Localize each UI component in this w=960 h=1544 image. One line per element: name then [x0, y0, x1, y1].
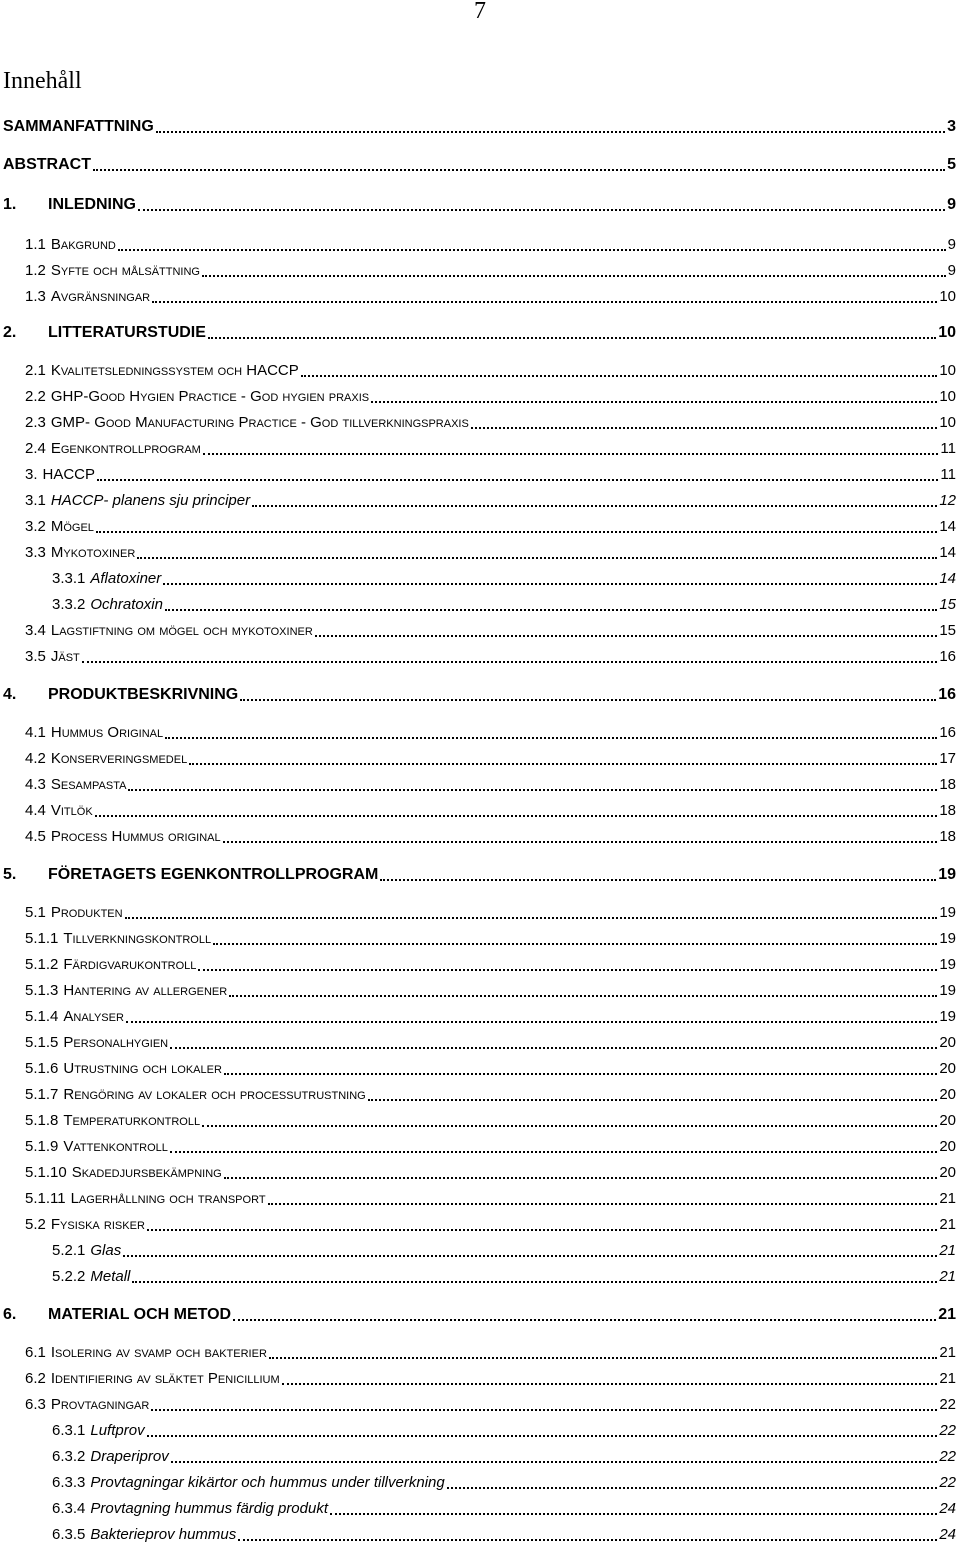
toc-entry-title: HACCP — [42, 466, 96, 483]
toc-entry[interactable] — [52, 590, 956, 614]
toc-dot-leader — [268, 1203, 938, 1205]
toc-entry-number: 2.1 — [25, 362, 46, 379]
toc-dot-leader — [471, 427, 938, 429]
toc-entry-number: 6.3.1 — [52, 1422, 86, 1439]
toc-dot-leader — [315, 635, 938, 637]
toc-entry-page: 20 — [939, 1164, 956, 1181]
toc-dot-leader — [208, 337, 936, 339]
toc-entry-number: 4.5 — [25, 828, 46, 845]
toc-entry-page: 22 — [939, 1422, 956, 1439]
toc-entry[interactable] — [25, 408, 956, 432]
toc-entry-number: 5.2.2 — [52, 1268, 86, 1285]
toc-entry-number: 5.1.6 — [25, 1060, 59, 1077]
toc-entry-number: 6.3.3 — [52, 1474, 86, 1491]
toc-entry-title: Provtagningar kikärtor och hummus under tillverkning — [90, 1474, 445, 1491]
toc-entry-number: 1.3 — [25, 288, 46, 305]
toc-entry-page: 21 — [939, 1370, 956, 1387]
toc-entry-page: 16 — [938, 686, 956, 703]
toc-entry-title: LITTERATURSTUDIE — [48, 324, 206, 341]
toc-entry-page: 22 — [939, 1396, 956, 1413]
toc-entry-number: 6.3.5 — [52, 1526, 86, 1543]
toc-dot-leader — [224, 1073, 937, 1075]
toc-dot-leader — [213, 943, 937, 945]
toc-entry-title: Analyser — [63, 1008, 124, 1025]
toc-entry-number: 5.1.4 — [25, 1008, 59, 1025]
toc-dot-leader — [380, 879, 936, 881]
toc-entry-title: Process Hummus original — [50, 828, 221, 845]
toc-entry[interactable] — [25, 1054, 956, 1078]
toc-dot-leader — [128, 789, 937, 791]
toc-entry[interactable] — [25, 256, 956, 280]
toc-entry-title: Identifiering av släktet Penicillium — [50, 1370, 280, 1387]
toc-entry[interactable] — [25, 382, 956, 406]
toc-entry-title: Utrustning och lokaler — [63, 1060, 222, 1077]
toc-dot-leader — [126, 1021, 937, 1023]
toc-entry-title: Sesampasta — [50, 776, 127, 793]
toc-entry-page: 14 — [939, 518, 956, 535]
toc-entry-title: GHP-Good Hygien Practice - God hygien praxis — [50, 388, 370, 405]
toc-entry-page: 21 — [939, 1344, 956, 1361]
toc-entry-number: 6.1 — [25, 1344, 46, 1361]
toc-entry-title: Hummus Original — [50, 724, 164, 741]
toc-dot-leader — [368, 1099, 938, 1101]
toc-entry-title: MATERIAL OCH METOD — [48, 1306, 232, 1323]
toc-entry[interactable] — [25, 616, 956, 640]
toc-entry-number: 4.1 — [25, 724, 46, 741]
toc-entry[interactable] — [3, 112, 956, 136]
toc-entry-title: Syfte och målsättning — [50, 262, 200, 279]
toc-entry[interactable] — [25, 1390, 956, 1414]
toc-entry[interactable] — [3, 150, 956, 174]
toc-entry-number: 6. — [3, 1306, 17, 1323]
toc-dot-leader — [170, 1151, 937, 1153]
toc-entry-number: 5.1.10 — [25, 1164, 67, 1181]
toc-entry-number: 2.2 — [25, 388, 46, 405]
toc-entry-number: 6.3 — [25, 1396, 46, 1413]
toc-entry[interactable] — [25, 1184, 956, 1208]
toc-entry-title: Produkten — [50, 904, 123, 921]
toc-entry[interactable] — [52, 1442, 956, 1466]
toc-entry-page: 11 — [940, 466, 956, 483]
toc-dot-leader — [301, 375, 938, 377]
toc-entry[interactable] — [25, 642, 956, 666]
toc-entry[interactable] — [25, 1158, 956, 1182]
toc-entry-title: Provtagning hummus färdig produkt — [90, 1500, 329, 1517]
toc-dot-leader — [229, 995, 937, 997]
toc-entry-page: 15 — [939, 596, 956, 613]
toc-dot-leader — [170, 1047, 937, 1049]
toc-dot-leader — [97, 479, 938, 481]
toc-entry-page: 20 — [939, 1086, 956, 1103]
toc-entry-title: Vitlök — [50, 802, 93, 819]
toc-entry-title: HACCP- planens sju principer — [50, 492, 251, 509]
toc-dot-leader — [198, 969, 937, 971]
toc-entry[interactable] — [25, 1106, 956, 1130]
toc-entry-number: 5.1.7 — [25, 1086, 59, 1103]
toc-entry[interactable] — [52, 1416, 956, 1440]
toc-entry-number: 5. — [3, 866, 17, 883]
toc-entry[interactable] — [25, 512, 956, 536]
toc-dot-leader — [202, 275, 946, 277]
toc-entry[interactable] — [25, 460, 956, 484]
toc-entry[interactable] — [25, 976, 956, 1000]
toc-entry-page: 19 — [939, 1008, 956, 1025]
toc-entry-title: Jäst — [50, 648, 80, 665]
toc-entry-page: 19 — [939, 956, 956, 973]
toc-entry[interactable] — [52, 1262, 956, 1286]
toc-entry-number: 6.3.2 — [52, 1448, 86, 1465]
toc-dot-leader — [252, 505, 937, 507]
toc-entry-title: FÖRETAGETS EGENKONTROLLPROGRAM — [48, 866, 379, 883]
toc-entry[interactable] — [25, 282, 956, 306]
toc-dot-leader — [223, 841, 938, 843]
toc-entry-page: 24 — [939, 1500, 956, 1517]
toc-entry-page: 20 — [939, 1138, 956, 1155]
toc-dot-leader — [96, 531, 937, 533]
toc-entry-page: 20 — [939, 1034, 956, 1051]
toc-dot-leader — [147, 1435, 938, 1437]
toc-entry-number: 1. — [3, 196, 17, 213]
toc-entry-page: 16 — [939, 648, 956, 665]
toc-entry-title: Bakterieprov hummus — [90, 1526, 237, 1543]
toc-entry-number: 5.1.8 — [25, 1112, 59, 1129]
toc-entry[interactable] — [25, 1364, 956, 1388]
toc-entry-page: 24 — [939, 1526, 956, 1543]
toc-dot-leader — [137, 557, 937, 559]
toc-entry-title: Aflatoxiner — [90, 570, 162, 587]
toc-entry-page: 18 — [939, 802, 956, 819]
toc-entry-title: Lagerhållning och transport — [70, 1190, 266, 1207]
toc-entry-title: Vattenkontroll — [63, 1138, 168, 1155]
toc-entry-title: Hantering av allergener — [63, 982, 228, 999]
toc-entry[interactable] — [25, 538, 956, 562]
toc-entry-number: 5.2 — [25, 1216, 46, 1233]
toc-entry-title: Ochratoxin — [90, 596, 163, 613]
toc-entry-title: Tillverkningskontroll — [63, 930, 212, 947]
toc-entry-page: 18 — [939, 828, 956, 845]
toc-entry-page: 15 — [939, 622, 956, 639]
toc-entry-page: 20 — [939, 1112, 956, 1129]
toc-entry-title: Metall — [90, 1268, 131, 1285]
toc-entry-page: 19 — [939, 904, 956, 921]
toc-entry-page: 21 — [939, 1216, 956, 1233]
toc-entry[interactable] — [3, 190, 956, 214]
toc-entry-title: Konserveringsmedel — [50, 750, 188, 767]
toc-entry-page: 22 — [939, 1474, 956, 1491]
toc-dot-leader — [330, 1513, 937, 1515]
toc-dot-leader — [447, 1487, 938, 1489]
toc-entry[interactable] — [25, 230, 956, 254]
toc-entry-page: 14 — [939, 544, 956, 561]
toc-entry-title: Rengöring av lokaler och processutrustning — [63, 1086, 366, 1103]
toc-entry-number: 3.5 — [25, 648, 46, 665]
toc-entry-page: 12 — [939, 492, 956, 509]
toc-entry-title: Egenkontrollprogram — [50, 440, 201, 457]
toc-dot-leader — [151, 1409, 937, 1411]
toc-entry-number: 5.1.1 — [25, 930, 59, 947]
toc-entry[interactable] — [25, 744, 956, 768]
toc-entry-title: Lagstiftning om mögel och mykotoxiner — [50, 622, 313, 639]
toc-entry-number: 4.3 — [25, 776, 46, 793]
toc-entry[interactable] — [25, 1132, 956, 1156]
toc-entry[interactable] — [25, 356, 956, 380]
toc-dot-leader — [132, 1281, 937, 1283]
toc-entry[interactable] — [25, 924, 956, 948]
toc-entry[interactable] — [25, 796, 956, 820]
toc-entry-page: 21 — [939, 1190, 956, 1207]
toc-dot-leader — [138, 209, 945, 211]
toc-entry-page: 20 — [939, 1060, 956, 1077]
toc-entry-title: Temperaturkontroll — [63, 1112, 201, 1129]
toc-entry[interactable] — [52, 564, 956, 588]
toc-entry-number: 5.2.1 — [52, 1242, 86, 1259]
toc-entry-title: Mykotoxiner — [50, 544, 136, 561]
toc-entry-page: 11 — [940, 440, 956, 457]
toc-entry-number: 3.3.1 — [52, 570, 86, 587]
toc-entry[interactable] — [25, 1338, 956, 1362]
toc-dot-leader — [82, 661, 938, 663]
toc-entry-page: 21 — [938, 1306, 956, 1323]
toc-entry-page: 18 — [939, 776, 956, 793]
toc-entry-page: 19 — [939, 982, 956, 999]
toc-entry-page: 5 — [947, 156, 956, 173]
toc-entry-title: INLEDNING — [48, 196, 136, 213]
toc-entry[interactable] — [25, 898, 956, 922]
toc-entry[interactable] — [25, 718, 956, 742]
toc-dot-leader — [371, 401, 937, 403]
toc-entry-page: 22 — [939, 1448, 956, 1465]
toc-entry-title: ABSTRACT — [3, 156, 91, 173]
toc-entry-number: 3.2 — [25, 518, 46, 535]
page-number: 7 — [474, 0, 486, 24]
toc-dot-leader — [118, 249, 946, 251]
toc-dot-leader — [123, 1255, 937, 1257]
toc-entry-page: 3 — [947, 118, 956, 135]
toc-entry-number: 3.1 — [25, 492, 46, 509]
toc-dot-leader — [282, 1383, 938, 1385]
toc-dot-leader — [202, 1125, 937, 1127]
toc-entry-title: Fysiska risker — [50, 1216, 145, 1233]
toc-entry-title: Luftprov — [90, 1422, 145, 1439]
toc-entry-title: Isolering av svamp och bakterier — [50, 1344, 267, 1361]
toc-entry-number: 5.1.2 — [25, 956, 59, 973]
toc-entry-number: 5.1.11 — [25, 1190, 66, 1207]
toc-entry[interactable] — [52, 1468, 956, 1492]
toc-entry[interactable] — [3, 680, 956, 704]
toc-entry-page: 21 — [939, 1242, 956, 1259]
toc-entry-title: Kvalitetsledningssystem och HACCP — [50, 362, 299, 379]
toc-entry-page: 14 — [939, 570, 956, 587]
toc-dot-leader — [152, 301, 937, 303]
toc-dot-leader — [165, 737, 937, 739]
toc-title: Innehåll — [3, 68, 82, 94]
toc-entry-number: 1.2 — [25, 262, 46, 279]
toc-entry-number: 2.3 — [25, 414, 46, 431]
toc-entry[interactable] — [25, 1028, 956, 1052]
toc-entry-title: Färdigvarukontroll — [63, 956, 197, 973]
toc-entry-page: 9 — [947, 196, 956, 213]
toc-entry-number: 6.3.4 — [52, 1500, 86, 1517]
toc-entry-number: 2. — [3, 324, 17, 341]
toc-dot-leader — [233, 1319, 936, 1321]
toc-dot-leader — [224, 1177, 938, 1179]
toc-entry-number: 5.1.9 — [25, 1138, 59, 1155]
toc-entry[interactable] — [25, 822, 956, 846]
toc-entry-title: Draperiprov — [90, 1448, 169, 1465]
toc-entry-page: 10 — [939, 288, 956, 305]
toc-entry-title: GMP- Good Manufacturing Practice - God tillverkningspraxis — [50, 414, 469, 431]
toc-entry[interactable] — [3, 318, 956, 342]
toc-entry[interactable] — [3, 860, 956, 884]
toc-entry[interactable] — [52, 1494, 956, 1518]
toc-entry-page: 17 — [939, 750, 956, 767]
toc-entry-number: 3.3 — [25, 544, 46, 561]
toc-entry[interactable] — [52, 1520, 956, 1544]
toc-entry-title: PRODUKTBESKRIVNING — [48, 686, 239, 703]
toc-dot-leader — [125, 917, 938, 919]
toc-entry-page: 10 — [938, 324, 956, 341]
toc-entry-number: 5.1.3 — [25, 982, 59, 999]
toc-dot-leader — [189, 763, 937, 765]
toc-entry-number: 2.4 — [25, 440, 46, 457]
toc-entry-number: 5.1.5 — [25, 1034, 59, 1051]
toc-entry-page: 16 — [939, 724, 956, 741]
toc-entry-number: 4. — [3, 686, 17, 703]
toc-dot-leader — [163, 583, 937, 585]
toc-entry[interactable] — [25, 770, 956, 794]
toc-entry[interactable] — [25, 434, 956, 458]
toc-entry-number: 5.1 — [25, 904, 46, 921]
toc-dot-leader — [147, 1229, 937, 1231]
toc-entry[interactable] — [25, 1002, 956, 1026]
toc-dot-leader — [95, 815, 938, 817]
toc-entry[interactable] — [25, 1210, 956, 1234]
toc-entry-page: 9 — [947, 262, 956, 279]
toc-dot-leader — [171, 1461, 938, 1463]
toc-entry-number: 6.2 — [25, 1370, 46, 1387]
toc-dot-leader — [93, 169, 945, 171]
toc-entry-title: Provtagningar — [50, 1396, 150, 1413]
toc-dot-leader — [165, 609, 937, 611]
toc-entry-number: 1.1 — [25, 236, 46, 253]
toc-dot-leader — [203, 453, 939, 455]
toc-entry[interactable] — [3, 1300, 956, 1324]
toc-entry-number: 3. — [25, 466, 38, 483]
toc-dot-leader — [240, 699, 936, 701]
toc-entry-title: Bakgrund — [50, 236, 116, 253]
toc-entry-title: Mögel — [50, 518, 94, 535]
toc-entry-number: 3.4 — [25, 622, 46, 639]
toc-entry-page: 10 — [939, 388, 956, 405]
toc-entry-title: Personalhygien — [63, 1034, 169, 1051]
toc-entry-number: 3.3.2 — [52, 596, 86, 613]
toc-entry[interactable] — [25, 1080, 956, 1104]
toc-dot-leader — [238, 1539, 937, 1541]
toc-dot-leader — [156, 131, 945, 133]
toc-entry-number: 4.2 — [25, 750, 46, 767]
toc-entry-page: 19 — [939, 930, 956, 947]
toc-entry-title: Avgränsningar — [50, 288, 151, 305]
toc-dot-leader — [269, 1357, 937, 1359]
toc-entry-page: 9 — [947, 236, 956, 253]
toc-entry-title: Glas — [90, 1242, 122, 1259]
toc-entry-page: 10 — [939, 414, 956, 431]
toc-entry[interactable] — [25, 486, 956, 510]
toc-entry-page: 10 — [939, 362, 956, 379]
toc-entry[interactable] — [52, 1236, 956, 1260]
toc-entry[interactable] — [25, 950, 956, 974]
toc-entry-number: 4.4 — [25, 802, 46, 819]
toc-entry-title: Skadedjursbekämpning — [71, 1164, 222, 1181]
toc-entry-title: SAMMANFATTNING — [3, 118, 154, 135]
toc-entry-page: 21 — [939, 1268, 956, 1285]
toc-entry-page: 19 — [938, 866, 956, 883]
